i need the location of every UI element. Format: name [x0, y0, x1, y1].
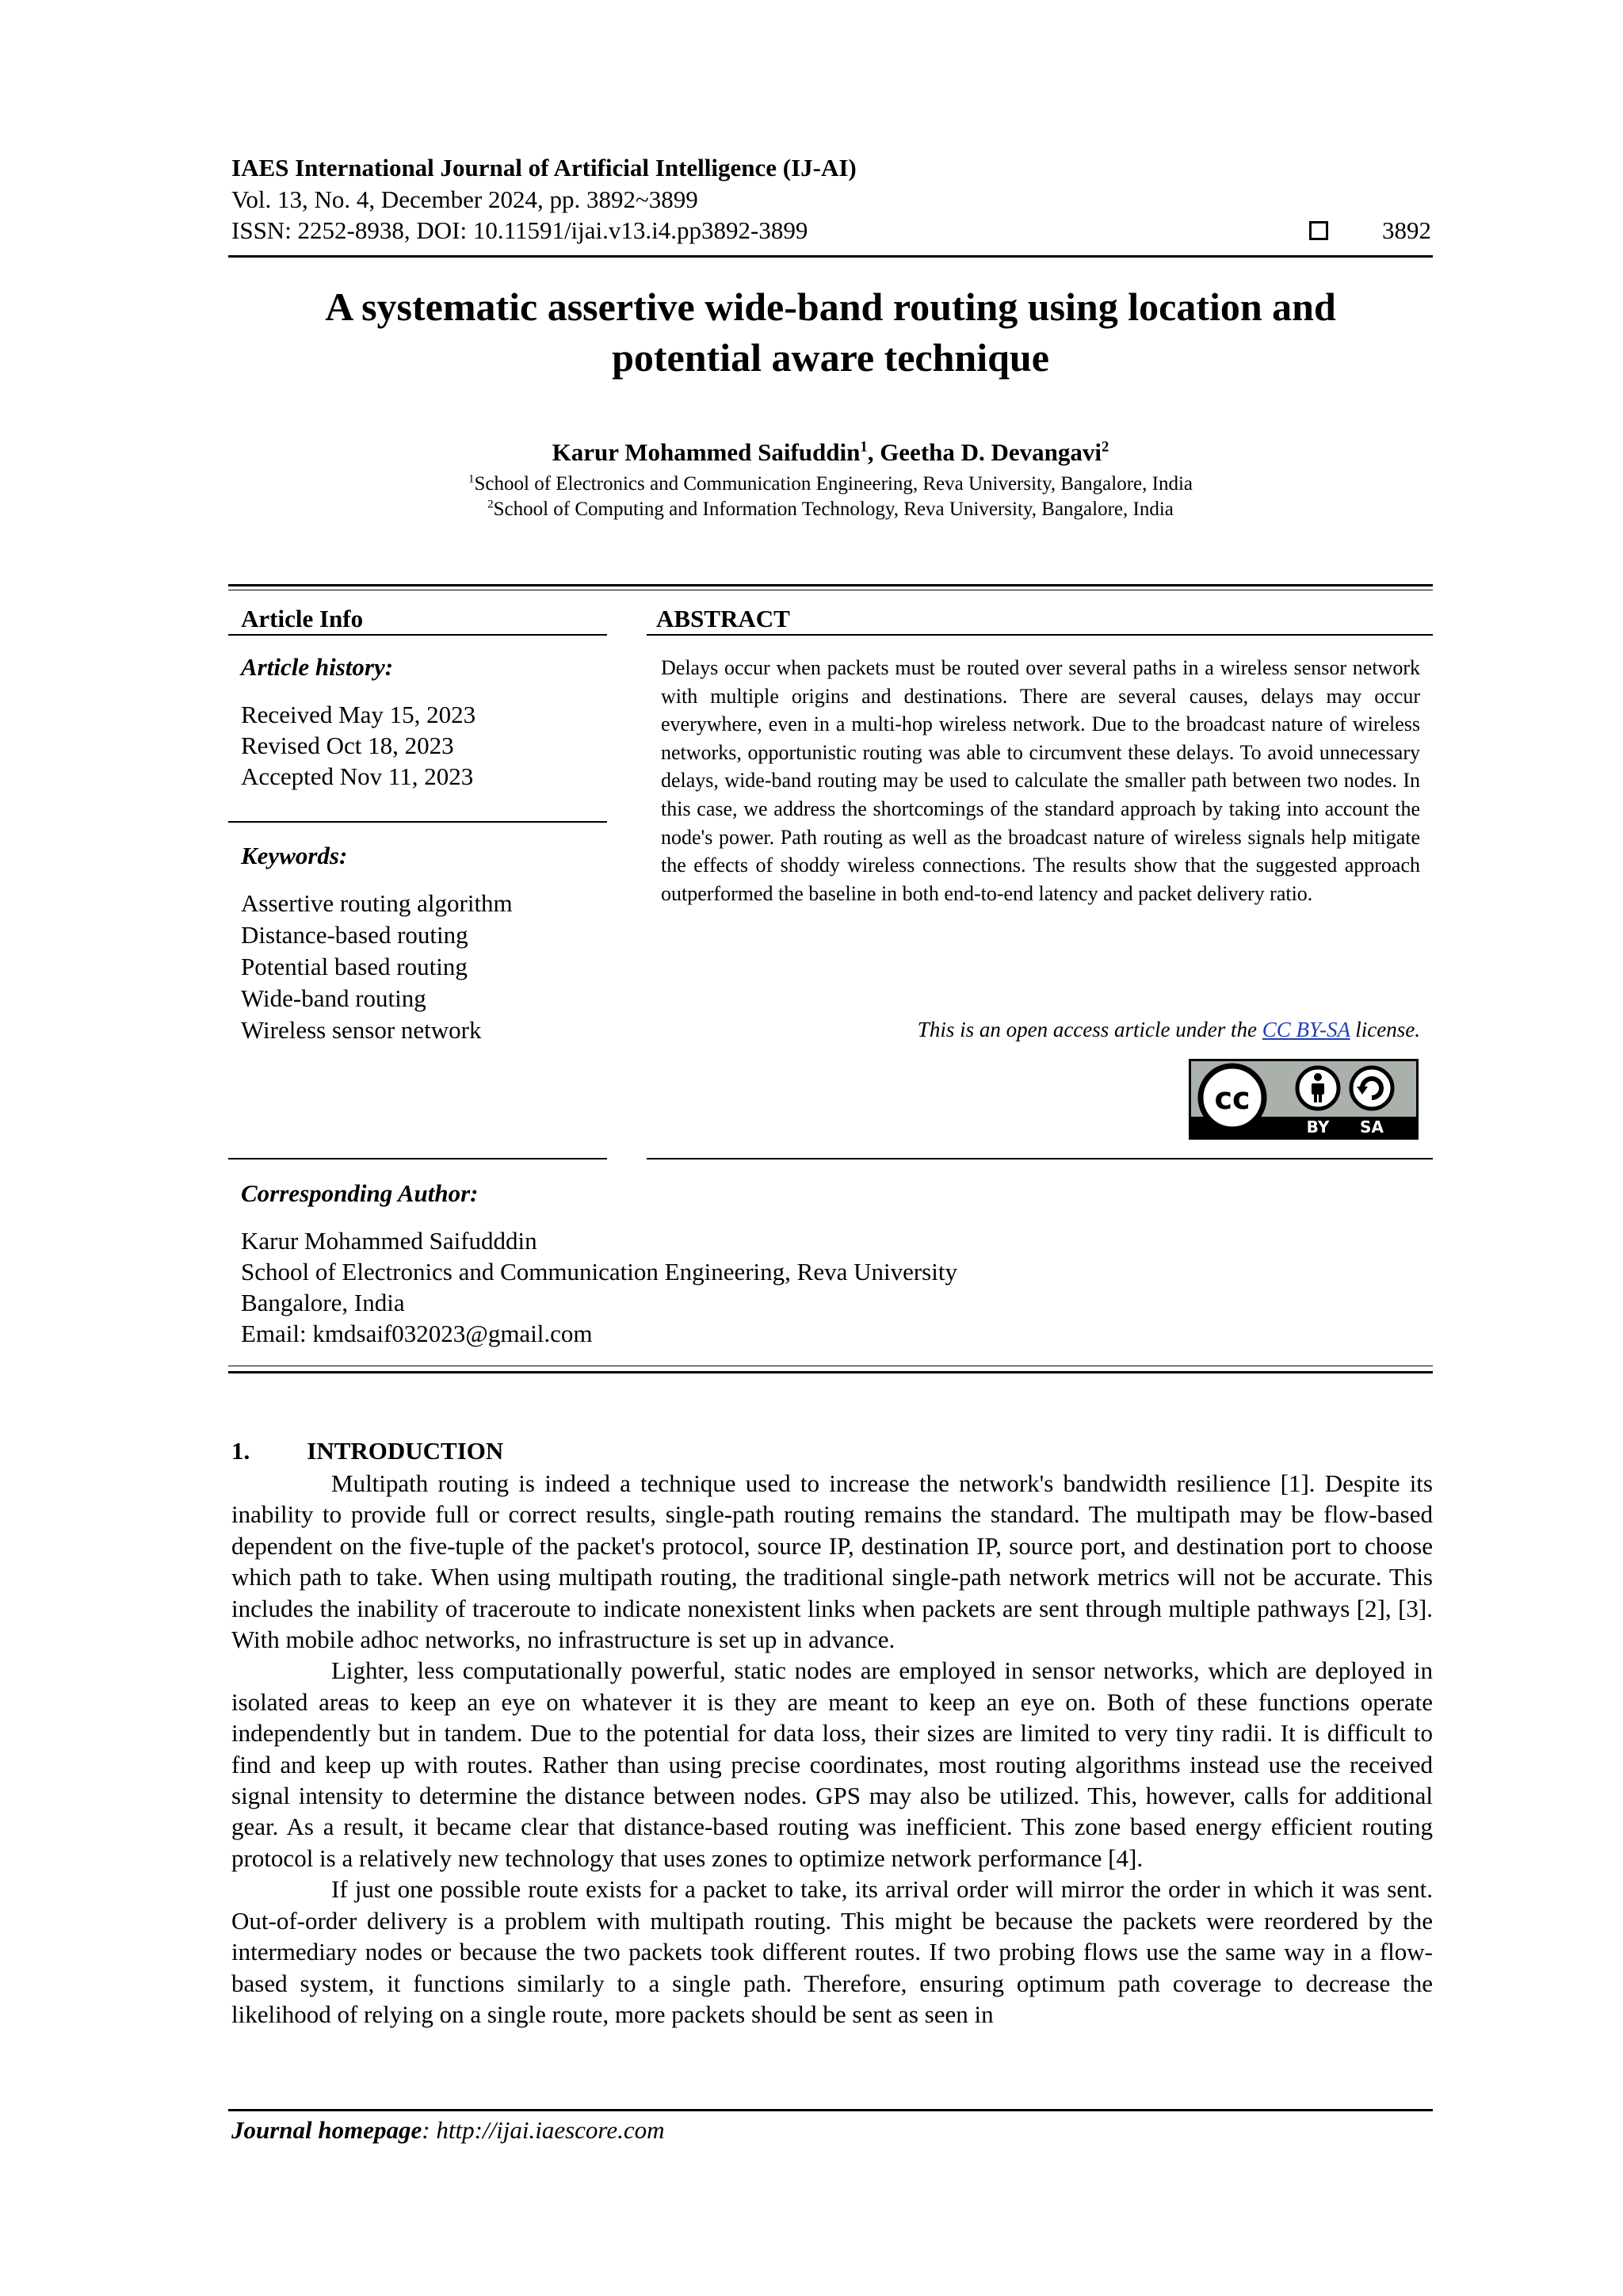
section-number: 1.: [231, 1437, 250, 1465]
cc-badge-graphic: [1191, 1061, 1416, 1137]
license-line: [661, 1015, 1420, 1044]
footer-url[interactable]: : http://ijai.iaescore.com: [422, 2116, 665, 2144]
keyword: Assertive routing algorithm: [241, 889, 513, 917]
info-box-rule-bottom: [228, 1371, 1433, 1373]
corresponding-email: Email: kmdsaif032023@gmail.com: [241, 1320, 593, 1347]
keywords-list: [241, 888, 513, 1046]
keyword: Potential based routing: [241, 953, 468, 980]
corresponding-city: Bangalore, India: [241, 1289, 405, 1316]
section-title: INTRODUCTION: [307, 1437, 504, 1465]
share-alike-icon: [1351, 1068, 1392, 1109]
affiliation-1-text: School of Electronics and Communication Engineering, Reva University, Bangalore, India: [474, 473, 1193, 495]
corresponding-heading: Corresponding Author:: [241, 1179, 479, 1207]
corresponding-rule-left: [228, 1158, 607, 1159]
svg-text:cc: cc: [1214, 1081, 1251, 1116]
affiliation-1: [228, 472, 1433, 497]
footer-label: Journal homepage: [231, 2116, 422, 2144]
badge-by-label: BY: [1306, 1117, 1330, 1137]
keyword: Wireless sensor network: [241, 1016, 482, 1044]
author-line: [228, 437, 1433, 468]
paper-title: [228, 281, 1433, 383]
affiliation-1-sup: 1: [468, 472, 475, 486]
page-number: 3892: [1382, 216, 1431, 244]
square-icon: [1309, 221, 1328, 240]
article-history-heading: Article history:: [241, 653, 394, 681]
revised-date: Revised Oct 18, 2023: [241, 732, 454, 759]
corresponding-rule-right: [647, 1158, 1433, 1159]
abstract-text: Delays occur when packets must be routed over several paths in a wireless sensor network with multiple origins and destinations. There are several causes, delays may occur everywhere, even in a multi-hop wireless network. Due to the broadcast nature of wireless networks, opportunistic routing was able to circumvent these delays. To avoid unnecessary delays, wide-band routing may be used to calculate the smaller path between two nodes. In this case, we address the shortcomings of the standard approach by taking into account the node's power. Path routing as well as the broadcast nature of wireless signals help mitigate the effects of shoddy wireless connections. The results show that the suggested approach outperformed the baseline in both end-to-end latency and packet delivery ratio.: [661, 656, 1420, 905]
footer: [231, 2115, 664, 2145]
paragraph: If just one possible route exists for a packet to take, its arrival order will mirror the order in which it was sent. Out-of-order delivery is a problem with multipath routing. This might be because the packets were reordered by the intermediary nodes or because the two packets took different routes. If two probing flows use the same way in a flow-based system, it functions similarly to a single path. Therefore, ensuring optimum path coverage to decrease the likelihood of relying on a single route, more packets should be sent as seen in: [231, 1875, 1433, 2028]
received-date: Received May 15, 2023: [241, 701, 476, 728]
keywords-heading: Keywords:: [241, 842, 348, 869]
title-line-2: potential aware technique: [612, 335, 1049, 380]
author-1: Karur Mohammed Saifuddin: [552, 438, 861, 466]
author-separator: ,: [867, 438, 880, 466]
cc-by-sa-badge[interactable]: [1189, 1059, 1419, 1140]
badge-sa-label: SA: [1360, 1117, 1384, 1137]
info-box-rule-top: [228, 584, 1433, 586]
paragraph: Multipath routing is indeed a technique used to increase the network's bandwidth resilience [1]. Despite its inability to provide full or correct results, single-path routing remains the standard. The multipath may be flow-based dependent on the five-tuple of the packet's protocol, source IP, destination IP, source port, and destination port to choose which path to take. When using multipath routing, the traditional single-path network metrics will not be accurate. This includes the inability of traceroute to indicate nonexistent links when packets are sent through multiple pathways [2], [3]. With mobile adhoc networks, no infrastructure is set up in advance.: [231, 1469, 1433, 1654]
introduction-body: [231, 1468, 1433, 2030]
keyword: Distance-based routing: [241, 921, 468, 949]
history-rule: [228, 821, 607, 823]
license-prefix: This is an open access article under the: [917, 1018, 1262, 1041]
corresponding-dept: School of Electronics and Communication Engineering, Reva University: [241, 1258, 957, 1286]
author-2-sup: 2: [1102, 438, 1109, 456]
paragraph: Lighter, less computationally powerful, static nodes are employed in sensor networks, which are deployed in isolated areas to keep an eye on whatever it is they are meant to keep an eye on. Both of these functions operate independently but in tandem. Due to the potential for data loss, their sizes are limited to very tiny radii. It is difficult to find and keep up with routes. Rather than using precise coordinates, most routing algorithms instead use the received signal intensity to determine the distance between nodes. GPS may also be utilized. This, however, calls for additional gear. As a result, it became clear that distance-based routing was inefficient. This zone based energy efficient routing protocol is a relatively new technology that uses zones to optimize network performance [4].: [231, 1656, 1433, 1872]
affiliation-2-sup: 2: [487, 498, 494, 511]
accepted-date: Accepted Nov 11, 2023: [241, 762, 474, 790]
footer-rule: [228, 2109, 1433, 2111]
abstract-heading: ABSTRACT: [656, 605, 790, 632]
section-heading: [231, 1436, 503, 1466]
journal-name: IAES International Journal of Artificial Intelligence (IJ-AI): [231, 154, 857, 181]
author-2: Geetha D. Devangavi: [880, 438, 1102, 466]
issn-line: ISSN: 2252-8938, DOI: 10.11591/ijai.v13.i4.pp3892-3899: [231, 216, 808, 244]
author-1-sup: 1: [860, 438, 868, 456]
license-suffix: license.: [1350, 1018, 1420, 1041]
affiliation-2: [228, 497, 1433, 522]
abstract-rule: [647, 634, 1433, 636]
affiliation-2-text: School of Computing and Information Technology, Reva University, Bangalore, India: [493, 499, 1174, 520]
title-line-1: A systematic assertive wide-band routing using location and: [325, 285, 1336, 329]
volume-line: Vol. 13, No. 4, December 2024, pp. 3892~3899: [231, 185, 698, 213]
article-info-heading: Article Info: [241, 605, 364, 632]
article-info-rule: [228, 634, 607, 636]
license-link[interactable]: CC BY-SA: [1262, 1018, 1350, 1041]
header-rule: [228, 255, 1433, 258]
keyword: Wide-band routing: [241, 984, 426, 1012]
corresponding-name: Karur Mohammed Saifudddin: [241, 1227, 537, 1255]
